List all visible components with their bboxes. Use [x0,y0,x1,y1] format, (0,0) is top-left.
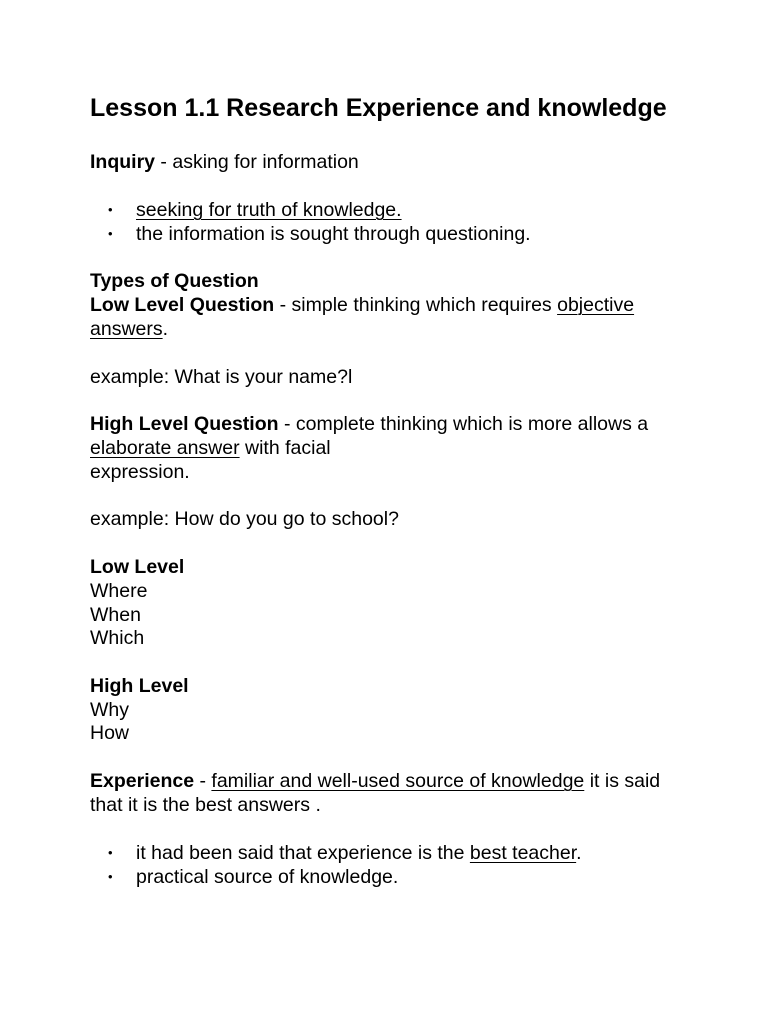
bullet-icon: • [108,226,113,241]
high-level-item: Why [90,699,129,721]
inquiry-term: Inquiry [90,151,156,173]
high-level-question-line1 [90,412,648,436]
types-heading: Types of Question [90,270,259,292]
list-item-text: seeking for truth of knowledge. [136,199,402,221]
inquiry-sep: - [155,151,173,173]
low-level-question-line2 [90,317,168,341]
example-1: example: What is your name?l [90,366,353,388]
separator: - [194,770,212,792]
inquiry-definition [90,150,359,174]
experience-text: it is said [584,770,661,792]
period: . [576,842,582,864]
list-item-text: the information is sought through questioning. [136,223,531,245]
bullet-icon: • [108,202,113,217]
underlined-term: answers [90,318,163,340]
page-title: Lesson 1.1 Research Experience and knowledge [90,94,667,122]
example-2: example: How do you go to school? [90,508,399,530]
low-level-item: Where [90,580,148,602]
bullet-icon: • [108,845,113,860]
low-level-question-text: simple thinking which requires [291,294,558,316]
inquiry-text: asking for information [172,151,359,173]
high-level-item: How [90,722,130,744]
high-level-question-term: High Level Question [90,413,279,435]
list-item-text: practical source of knowledge. [136,866,399,888]
low-level-heading: Low Level [90,556,185,578]
separator: - [278,413,296,435]
list-item [108,198,402,222]
period: . [162,318,169,340]
list-item [108,865,398,889]
low-level-question-term: Low Level Question [90,294,275,316]
high-level-question-text: complete thinking which is more allows a [295,413,649,435]
high-level-question-line2 [90,436,331,460]
underlined-term: elaborate answer [90,437,240,459]
underlined-term: familiar and well-used source of knowledge [211,770,585,792]
separator: - [274,294,292,316]
high-level-question-text: with facial [239,437,331,459]
underlined-term: best teacher [469,842,577,864]
high-level-question-line3: expression. [90,461,190,483]
high-level-heading: High Level [90,675,189,697]
underlined-term: objective [557,294,635,316]
experience-term: Experience [90,770,195,792]
experience-line1 [90,769,660,793]
list-item-text: it had been said that experience is the [136,842,470,864]
list-item [108,841,582,865]
bullet-icon: • [108,869,113,884]
low-level-question-line1 [90,293,634,317]
experience-line2: that it is the best answers . [90,794,321,816]
low-level-item: When [90,604,141,626]
low-level-item: Which [90,627,145,649]
list-item [108,222,531,246]
